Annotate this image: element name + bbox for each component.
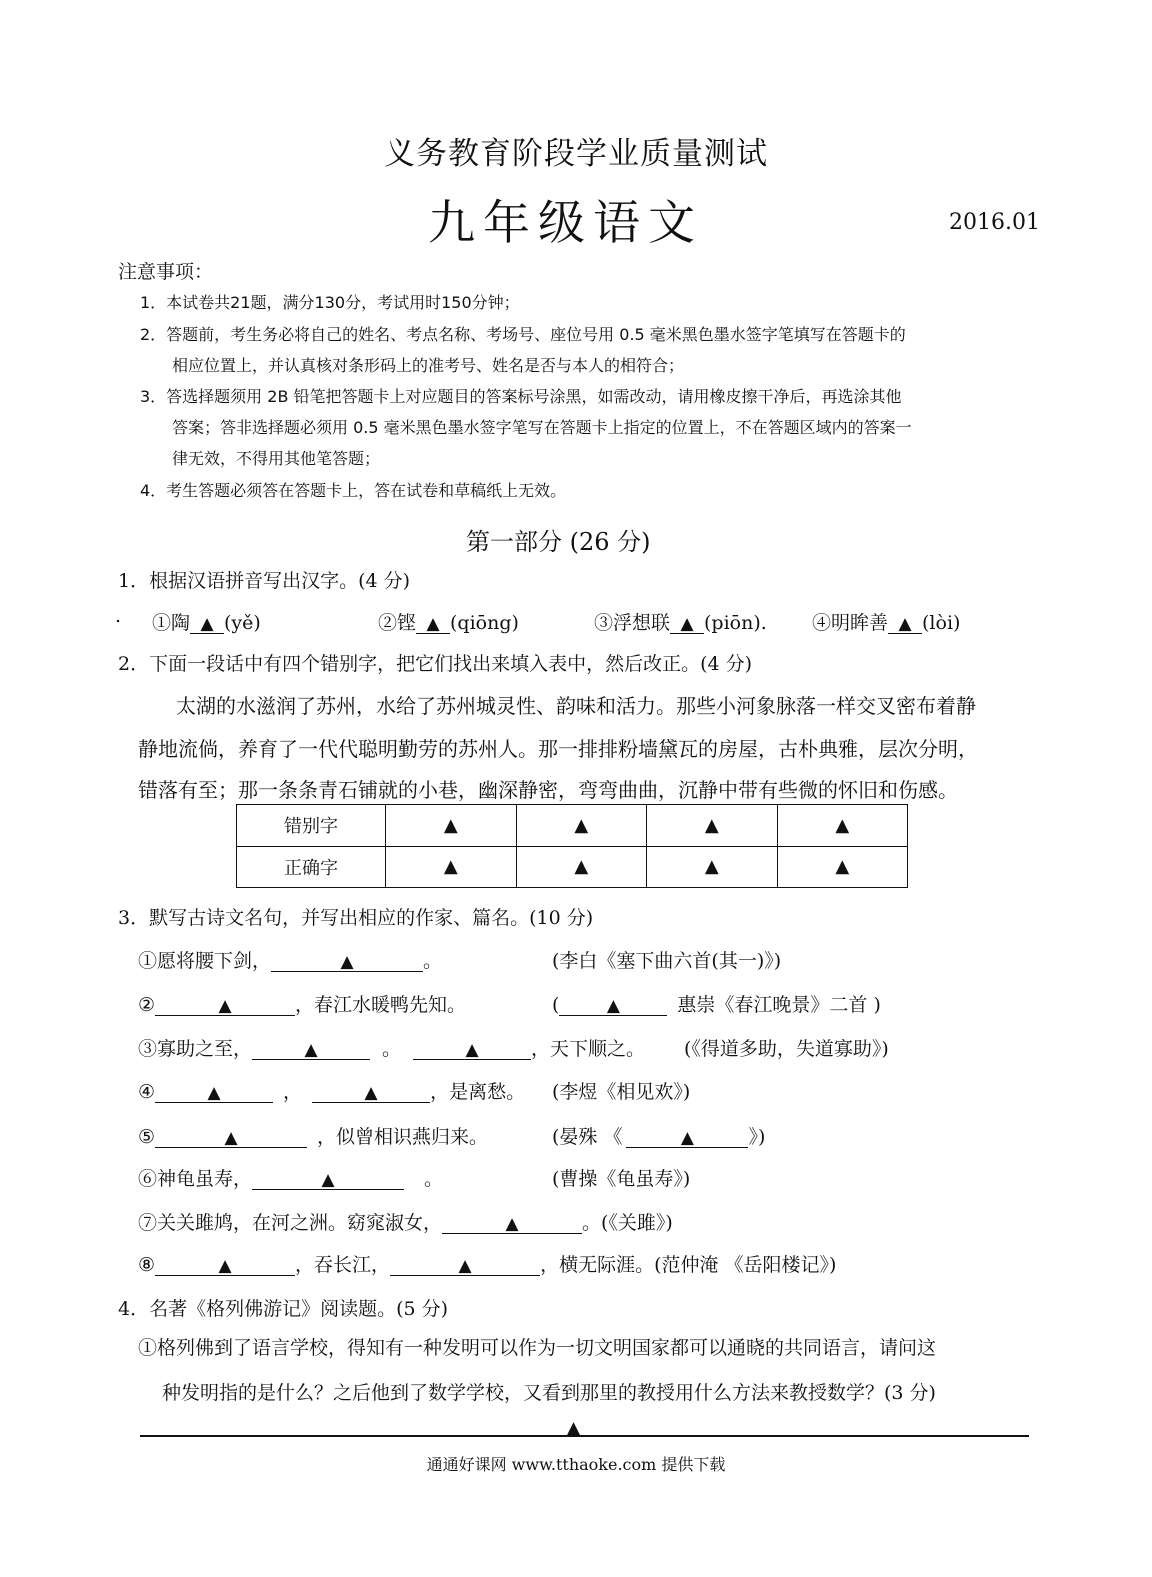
- q1-item-2: ②铿 ▲ (qiōng): [378, 612, 519, 634]
- footer-divider: [140, 1435, 1029, 1437]
- table-cell: ▲: [386, 805, 517, 847]
- q1-blank-3: ▲: [670, 614, 704, 634]
- table-cell: ▲: [777, 846, 908, 888]
- q1-stem: 1．根据汉语拼音写出汉字。(4 分): [118, 570, 411, 592]
- note-rule-2b: 相应位置上，并认真核对条形码上的准考号、姓名是否与本人的相符合；: [172, 356, 685, 375]
- exam-date: 2016.01: [949, 210, 1040, 235]
- q3-line-7: ⑦关关雎鸠，在河之洲。窈窕淑女， ▲ 。(《关雎》): [138, 1212, 673, 1234]
- q3-line-3: ③寡助之至， ▲ 。 ▲ ，天下顺之。: [138, 1038, 646, 1060]
- q4-sub1-line-2: 种发明指的是什么？之后他到了数学学校，又看到那里的教授用什么方法来教授数学？(3 分): [162, 1382, 936, 1404]
- note-rule-4: 4．考生答题必须答在答题卡上，答在试卷和草稿纸上无效。: [140, 481, 567, 500]
- table-row: [237, 805, 908, 847]
- q4-stem: 4．名著《格列佛游记》阅读题。(5 分): [118, 1298, 449, 1320]
- table-cell: ▲: [777, 805, 908, 847]
- table-cell: ▲: [647, 805, 778, 847]
- q3-line-1: ①愿将腰下剑， ▲ 。: [138, 950, 443, 972]
- q3-source-4: (李煜《相见欢》): [552, 1081, 691, 1103]
- q2-passage-line-2: 静地流倘，养育了一代代聪明勤劳的苏州人。那一排排粉墙黛瓦的房屋，古朴典雅，层次分明，: [138, 737, 978, 761]
- q1-dot: .: [115, 605, 122, 627]
- part1-title: 第一部分 (26 分): [466, 528, 651, 556]
- note-rule-3c: 律无效，不得用其他笔答题；: [172, 449, 381, 468]
- q1-blank-2: ▲: [416, 614, 450, 634]
- q3-source-6: (曹操《龟虽寿》): [552, 1168, 691, 1190]
- note-rule-3a: 3．答选择题须用 2B 铅笔把答题卡上对应题目的答案标号涂黑，如需改动，请用橡皮擦干净后，再选涂其他: [140, 387, 902, 406]
- q2-passage-line-1: 太湖的水滋润了苏州，水给了苏州城灵性、韵味和活力。那些小河象脉落一样交叉密布着静: [176, 694, 976, 718]
- q4-sub1-line-1: ①格列佛到了语言学校，得知有一种发明可以作为一切文明国家都可以通晓的共同语言，请问这: [138, 1337, 937, 1359]
- q1-item-1: ①陶 ▲ (yě): [152, 612, 261, 634]
- notes-heading: 注意事项：: [118, 261, 214, 283]
- q3-source-1: (李白《塞下曲六首(其一)》): [552, 950, 782, 972]
- table-cell: ▲: [647, 846, 778, 888]
- q4-answer-marker: ▲: [567, 1418, 581, 1438]
- q2-passage-line-3: 错落有至；那一条条青石铺就的小巷，幽深静密，弯弯曲曲，沉静中带有些微的怀旧和伤感。: [138, 778, 958, 802]
- q3-line-5: ⑤ ▲ ，似曾相识燕归来。: [138, 1126, 489, 1148]
- q3-blank: ▲: [155, 1256, 295, 1276]
- q3-blank: ▲: [155, 1083, 273, 1103]
- footer-text: 通通好课网 www.tthaoke.com 提供下载: [426, 1455, 726, 1474]
- table-cell: ▲: [516, 805, 647, 847]
- q1-blank-4: ▲: [888, 614, 922, 634]
- q3-line-2: ② ▲ ，春江水暖鸭先知。: [138, 994, 467, 1016]
- q3-source-2: ( ▲ 惠崇《春江晚景》二首 ): [552, 994, 881, 1016]
- table-header-correct: 正确字: [237, 846, 386, 888]
- q3-blank: ▲: [155, 996, 295, 1016]
- table-cell: ▲: [516, 846, 647, 888]
- q3-blank: ▲: [390, 1256, 540, 1276]
- correction-table: [236, 804, 908, 888]
- q3-blank: ▲: [559, 996, 667, 1016]
- table-header-wrong: 错别字: [237, 805, 386, 847]
- q3-source-5: (晏殊 《 ▲ 》): [552, 1126, 766, 1148]
- q3-line-8: ⑧ ▲ ，吞长江， ▲ ，横无际涯。(范仲淹 《岳阳楼记》): [138, 1254, 837, 1276]
- q3-blank: ▲: [413, 1040, 531, 1060]
- table-row: [237, 846, 908, 888]
- q3-blank: ▲: [626, 1128, 748, 1148]
- exam-title: 义务教育阶段学业质量测试: [384, 136, 768, 172]
- note-rule-2a: 2．答题前，考生务必将自己的姓名、考点名称、考场号、座位号用 0.5 毫米黑色墨水签字笔填写在答题卡的: [140, 325, 906, 344]
- q3-blank: ▲: [442, 1214, 582, 1234]
- subject-title: 九年级语文: [428, 196, 703, 251]
- q3-blank: ▲: [252, 1040, 370, 1060]
- q1-item-3: ③浮想联 ▲ (piōn).: [594, 612, 767, 634]
- q3-line-4: ④ ▲ ， ▲ ，是离愁。: [138, 1081, 526, 1103]
- q3-blank: ▲: [155, 1128, 307, 1148]
- q2-stem: 2．下面一段话中有四个错别字，把它们找出来填入表中，然后改正。(4 分): [118, 653, 753, 675]
- q3-stem: 3．默写古诗文名句，并写出相应的作家、篇名。(10 分): [118, 907, 594, 929]
- note-rule-3b: 答案；答非选择题必须用 0.5 毫米黑色墨水签字笔写在答题卡上指定的位置上，不在答题区域内的答案一: [172, 418, 912, 437]
- q3-blank: ▲: [252, 1170, 404, 1190]
- table-cell: ▲: [386, 846, 517, 888]
- q3-blank: ▲: [271, 952, 423, 972]
- q3-line-6: ⑥神龟虽寿， ▲ 。: [138, 1168, 444, 1190]
- q3-blank: ▲: [312, 1083, 430, 1103]
- q3-source-3: (《得道多助，失道寡助》): [684, 1038, 889, 1060]
- q1-item-4: ④明眸善 ▲ (lòi): [812, 612, 961, 634]
- q1-blank-1: ▲: [190, 614, 224, 634]
- note-rule-1: 1．本试卷共21题，满分130分，考试用时150分钟；: [140, 293, 520, 312]
